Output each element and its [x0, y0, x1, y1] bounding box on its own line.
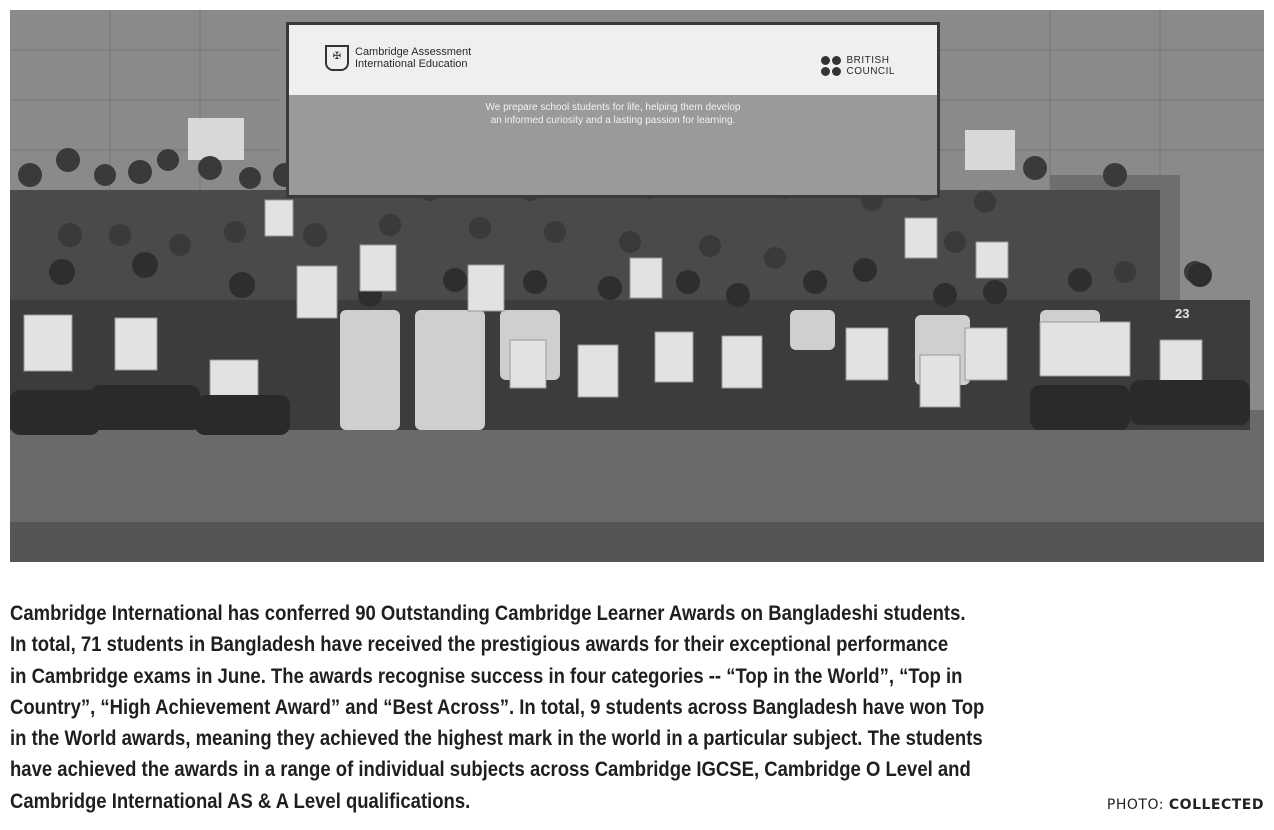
cambridge-logo — [325, 45, 471, 71]
stage-edge — [10, 522, 1264, 562]
photo-credit-source: COLLECTED — [1168, 797, 1264, 813]
screen-tagline — [289, 101, 937, 127]
photo-credit-label: PHOTO: — [1106, 797, 1164, 813]
display-box-right — [965, 130, 1015, 170]
british-council-logo — [821, 55, 895, 77]
backdrop-screen — [286, 22, 940, 198]
cambridge-logo-line-2: International Education — [355, 58, 468, 70]
display-box-left — [188, 118, 244, 160]
caption-line: Cambridge International has conferred 90 Outstanding Cambridge Learner Awards on Bangladeshi students. — [10, 601, 966, 625]
tagline-line-1: We prepare school students for life, helping them develop — [485, 102, 741, 113]
caption-line: In total, 71 students in Bangladesh have received the prestigious awards for their exceptional performance — [10, 632, 949, 657]
caption-line: Country”, “High Achievement Award” and “Best Across”. In total, 9 students across Bangladesh have won Top — [10, 694, 985, 719]
cambridge-logo-line-1: Cambridge Assessment — [355, 46, 472, 58]
photo-credit — [1107, 797, 1264, 813]
tagline-line-2: an informed curiosity and a lasting passion for learning. — [490, 115, 736, 126]
photo-caption — [10, 598, 1248, 817]
british-council-line-1: BRITISH — [846, 55, 890, 66]
jersey-number: 23 — [1175, 306, 1190, 321]
british-council-dots-icon — [821, 56, 841, 76]
caption-line: in Cambridge exams in June. The awards recognise success in four categories -- “Top in the World”, “Top in — [10, 663, 963, 688]
cambridge-shield-icon: ✠ — [325, 45, 349, 71]
group-photo — [10, 10, 1264, 562]
caption-line: Cambridge International AS & A Level qualifications. — [10, 788, 471, 813]
british-council-line-2: COUNCIL — [846, 66, 895, 77]
screen-band — [289, 95, 937, 195]
caption-line: have achieved the awards in a range of individual subjects across Cambridge IGCSE, Cambridge O Level and — [10, 757, 971, 782]
caption-line: in the World awards, meaning they achieved the highest mark in the world in a particular subject. The students — [10, 726, 983, 751]
